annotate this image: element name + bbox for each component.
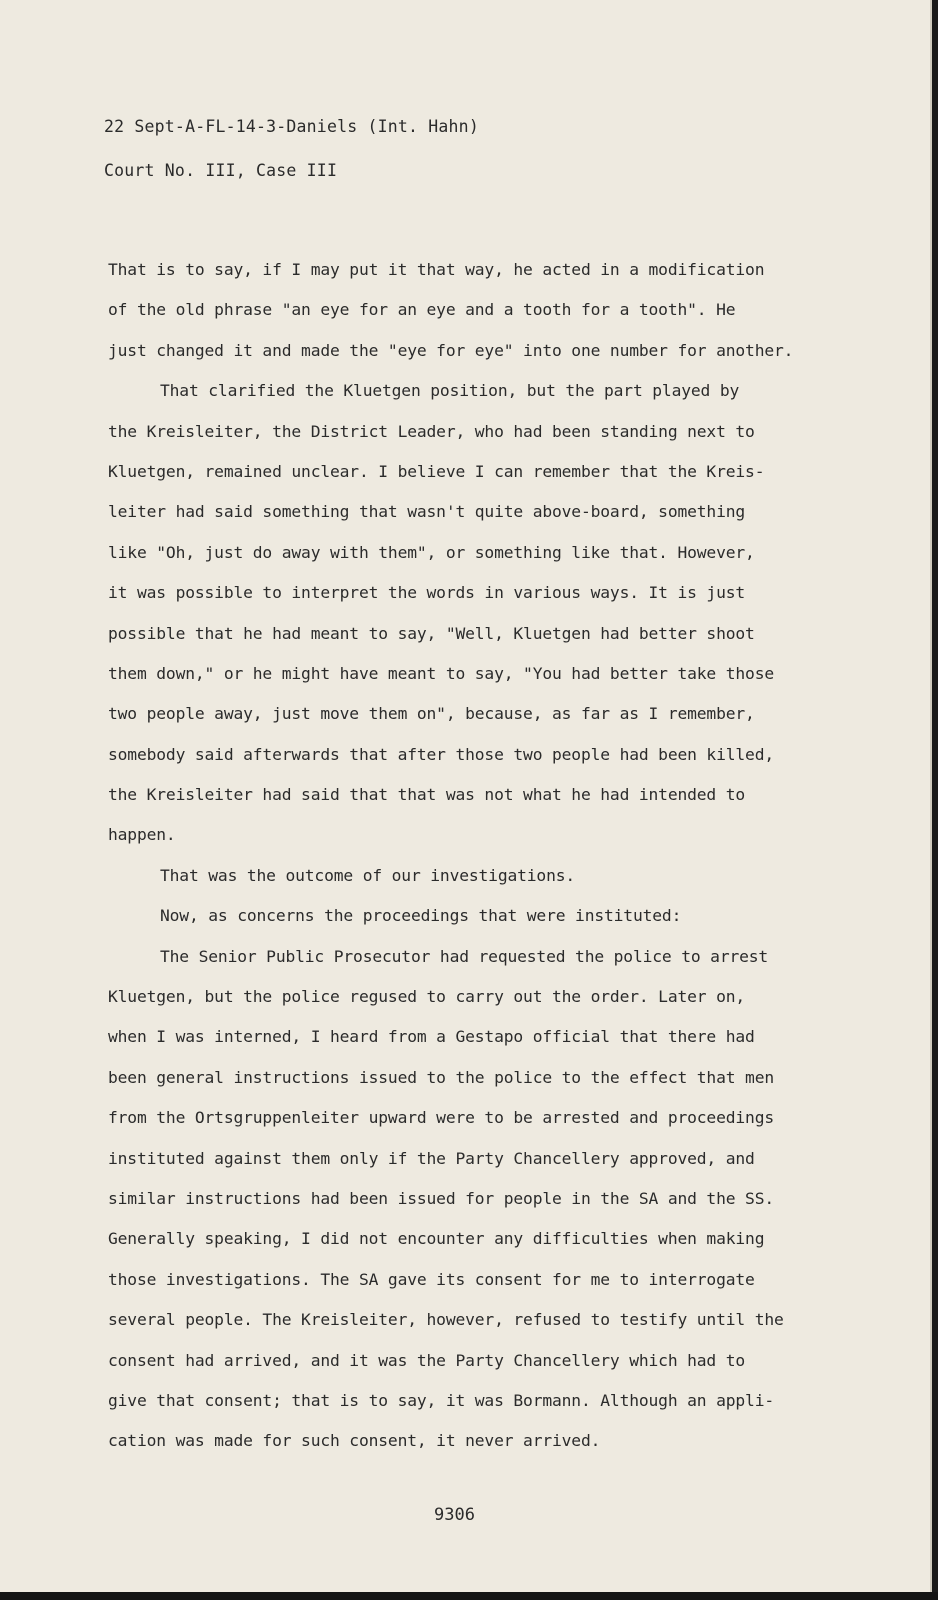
text-line: That clarified the Kluetgen position, but the part played by <box>160 381 740 401</box>
text-line: Now, as concerns the proceedings that were instituted: <box>160 906 682 926</box>
text-line: consent had arrived, and it was the Party Chancellery which had to <box>108 1350 746 1370</box>
text-line: happen. <box>108 825 176 845</box>
text-line: it was possible to interpret the words in various ways. It is just <box>108 583 746 603</box>
text-line: That was the outcome of our investigations. <box>160 865 576 885</box>
text-line: the Kreisleiter had said that that was not what he had intended to <box>108 785 746 805</box>
text-line: two people away, just move them on", because, as far as I remember, <box>108 704 755 724</box>
text-line: cation was made for such consent, it never arrived. <box>108 1431 601 1451</box>
text-line: of the old phrase "an eye for an eye and a tooth for a tooth". He <box>108 300 736 320</box>
text-line: several people. The Kreisleiter, however, refused to testify until the <box>108 1310 784 1330</box>
text-line: when I was interned, I heard from a Gestapo official that there had <box>108 1027 755 1047</box>
text-line: Generally speaking, I did not encounter any difficulties when making <box>108 1229 765 1249</box>
text-line: been general instructions issued to the police to the effect that men <box>108 1067 774 1087</box>
text-line: Kluetgen, remained unclear. I believe I can remember that the Kreis- <box>108 461 765 481</box>
text-line: them down," or he might have meant to say, "You had better take those <box>108 663 774 683</box>
transcript-body <box>108 250 853 1462</box>
text-line: give that consent; that is to say, it was Bormann. Although an appli- <box>108 1390 774 1410</box>
text-line: possible that he had meant to say, "Well, Kluetgen had better shoot <box>108 623 755 643</box>
scan-bottom-edge <box>0 1592 938 1600</box>
document-reference: 22 Sept-A-FL-14-3-Daniels (Int. Hahn) <box>104 117 479 136</box>
text-line: leiter had said something that wasn't quite above-board, something <box>108 502 746 522</box>
page-number: 9306 <box>434 1505 475 1525</box>
text-line: from the Ortsgruppenleiter upward were to be arrested and proceedings <box>108 1108 774 1128</box>
text-line: those investigations. The SA gave its consent for me to interrogate <box>108 1269 755 1289</box>
text-line: similar instructions had been issued for people in the SA and the SS. <box>108 1188 774 1208</box>
text-line: somebody said afterwards that after those two people had been killed, <box>108 744 774 764</box>
text-line: Kluetgen, but the police regused to carry out the order. Later on, <box>108 987 746 1007</box>
text-line: The Senior Public Prosecutor had requested the police to arrest <box>160 946 769 966</box>
text-line: the Kreisleiter, the District Leader, who had been standing next to <box>108 421 755 441</box>
text-line: just changed it and made the "eye for eye" into one number for another. <box>108 340 794 360</box>
text-line: like "Oh, just do away with them", or something like that. However, <box>108 542 755 562</box>
text-line: That is to say, if I may put it that way, he acted in a modification <box>108 260 765 279</box>
text-line: instituted against them only if the Party Chancellery approved, and <box>108 1148 755 1168</box>
court-case-line: Court No. III, Case III <box>104 161 338 180</box>
